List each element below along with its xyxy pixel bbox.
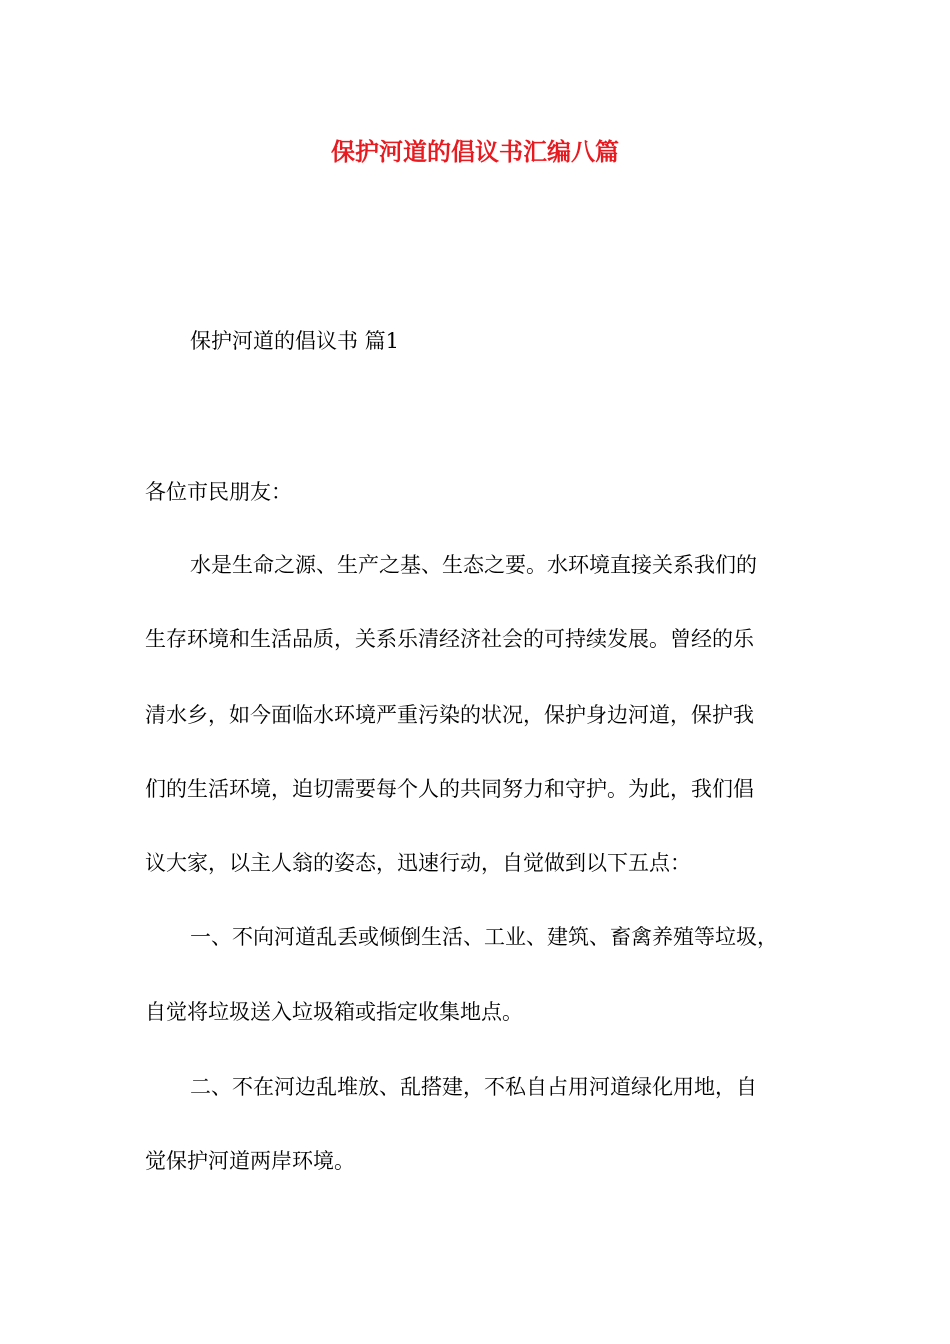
section-heading: 保护河道的倡议书 篇1 [190,329,400,353]
paragraph-line: 水是生命之源、生产之基、生态之要。水环境直接关系我们的 [190,553,757,577]
point-line: 自觉将垃圾送入垃圾箱或指定收集地点。 [145,1000,523,1024]
point-line: 觉保护河道两岸环境。 [145,1149,355,1173]
paragraph-line: 生存环境和生活品质，关系乐清经济社会的可持续发展。曾经的乐 [145,627,754,651]
paragraph-line: 议大家，以主人翁的姿态，迅速行动，自觉做到以下五点： [145,851,691,875]
point-line: 一、不向河道乱丢或倾倒生活、工业、建筑、畜禽养殖等垃圾， [190,925,778,949]
document-title: 保护河道的倡议书汇编八篇 [331,137,619,166]
paragraph-line: 们的生活环境，迫切需要每个人的共同努力和守护。为此，我们倡 [145,777,754,801]
salutation: 各位市民朋友： [145,480,292,504]
paragraph-line: 清水乡，如今面临水环境严重污染的状况，保护身边河道，保护我 [145,703,754,727]
point-line: 二、不在河边乱堆放、乱搭建，不私自占用河道绿化用地，自 [190,1075,757,1099]
